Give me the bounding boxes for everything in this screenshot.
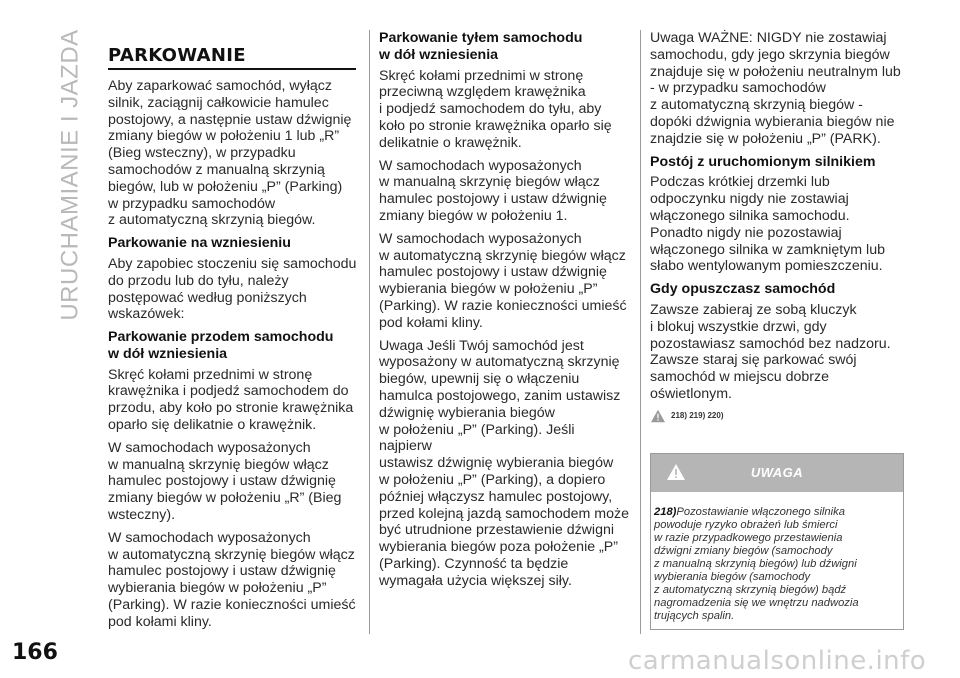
column-1 [108, 30, 360, 637]
idle-engine-text: Podczas krótkiej drzemki lub odpoczynku nigdy nie zostawiaj włączonego silnika samochodu. Ponadto nigdy nie pozostawiaj włączonego silnika w zamkniętym lub słabo wentylowanym pomieszczeniu. [650, 174, 885, 275]
warning-header [651, 454, 903, 492]
leaving-car-text: Zawsze zabieraj ze sobą kluczyk i blokuj wszystkie drzwi, gdy pozostawiasz samochód bez nadzoru. Zawsze staraj się parkować swój samochód w miejscu dobrze oświetlonym. [650, 301, 891, 402]
rear-downhill-manual: W samochodach wyposażonych w manualną skrzynię biegów włącz hamulec postojowy i ustaw dźwignię zmiany biegów w położeniu 1. [379, 157, 607, 224]
warning-triangle-icon [666, 463, 686, 481]
automatic-gearbox-note: Uwaga Jeśli Twój samochód jest wyposażony w automatyczną skrzynię biegów, upewnij się o włączeniu hamulca postojowego, zanim ustawisz dźwignię wybierania biegów w położeniu „P” (Parking). Jeśli najpierw ustawisz dźwignię wybierania biegów w położeniu „P” (Parking), a dopiero później włączysz hamulec postojowy, przed kolejną jazdą samochodem może być utrudnione przestawienie dźwigni wybierania biegów poza położenie „P” (Parking). Czynność ta będzie wymagała użycia większej siły. [379, 337, 629, 589]
leaving-car-heading: Gdy opuszczasz samochód [650, 281, 836, 298]
front-downhill-text: Skręć kołami przednimi w stronę krawężnika i podjedź samochodem do przodu, aby koło po stronie krawężnika oparło się delikatnie o krawężnik. [108, 366, 354, 434]
hill-parking-text: Aby zapobiec stoczeniu się samochodu do przodu lub do tyłu, należy postępować według poniższych wskazówek: [108, 255, 357, 323]
column-divider-2 [640, 30, 641, 634]
warning-references [650, 409, 902, 423]
parking-intro: Aby zaparkować samochód, wyłącz silnik, zaciągnij całkowicie hamulec postojowy, a następnie ustaw dźwignię zmiany biegów w położeniu 1 lub „R” (Bieg wsteczny), w przypadku samochodów z manualną skrzynią biegów, lub w położeniu „P” (Parking) w przypadku samochodów z automatyczną skrzynią biegów. [108, 77, 352, 229]
rear-downhill-text: Skręć kołami przednimi w stronę przeciwną względem krawężnika i podjedź samochodem do tyłu, aby koło po stronie krawężnika oparło się delikatnie o krawężnik. [379, 67, 612, 151]
watermark: carmanualsonline.info [628, 646, 927, 676]
warning-title: UWAGA [750, 465, 804, 481]
column-3 [650, 30, 902, 630]
page-title: PARKOWANIE [108, 45, 356, 70]
idle-engine-heading: Postój z uruchomionym silnikiem [650, 153, 876, 170]
warning-reference-numbers: 218) 219) 220) [671, 411, 724, 421]
front-downhill-manual: W samochodach wyposażonych w manualną skrzynię biegów włącz hamulec postojowy i ustaw dźwignię zmiany biegów w położeniu „R” (Bieg wsteczny). [108, 439, 342, 524]
hill-parking-heading: Parkowanie na wzniesieniu [108, 235, 291, 252]
front-downhill-auto: W samochodach wyposażonych w automatyczną skrzynię biegów włącz hamulec postojowy i ustaw dźwignię wybierania biegów w położeniu „P” (Parking). W razie konieczności umieść pod kołami kliny. [108, 529, 356, 630]
page-number: 166 [12, 640, 58, 665]
column-2 [379, 30, 631, 596]
warning-box [650, 453, 904, 630]
rear-downhill-auto: W samochodach wyposażonych w automatyczną skrzynię biegów włącz hamulec postojowy i ustaw dźwignię wybierania biegów w położeniu „P” (Parking). W razie konieczności umieść pod kołami kliny. [379, 230, 627, 331]
section-side-label-text: URUCHAMIANIE I JAZDA [57, 29, 85, 321]
warning-number: 218) [654, 505, 677, 518]
rear-downhill-heading: Parkowanie tyłem samochodu w dół wzniesienia [379, 30, 583, 63]
section-side-label [51, 30, 91, 320]
front-downhill-heading: Parkowanie przodem samochodu w dół wzniesienia [108, 329, 334, 362]
warning-body [651, 492, 903, 629]
warning-triangle-icon [650, 409, 666, 423]
neutral-important-note: Uwaga WAŻNE: NIGDY nie zostawiaj samochodu, gdy jego skrzynia biegów znajduje się w położeniu neutralnym lub - w przypadku samochodów z automatyczną skrzynią biegów - dopóki dźwignia wybierania biegów nie znajdzie się w położeniu „P” (PARK). [650, 30, 901, 147]
warning-text: Pozostawianie włączonego silnika powoduje ryzyko obrażeń lub śmierci w razie przypadkowego przestawienia dźwigni zmiany biegów (samochody z manualną skrzynią biegów) lub dźwigni wybierania biegów (samochody z automatyczną skrzynią biegów) bądź nagromadzenia się we wnętrzu nadwozia trujących spalin. [654, 505, 859, 622]
column-divider-1 [369, 30, 370, 634]
